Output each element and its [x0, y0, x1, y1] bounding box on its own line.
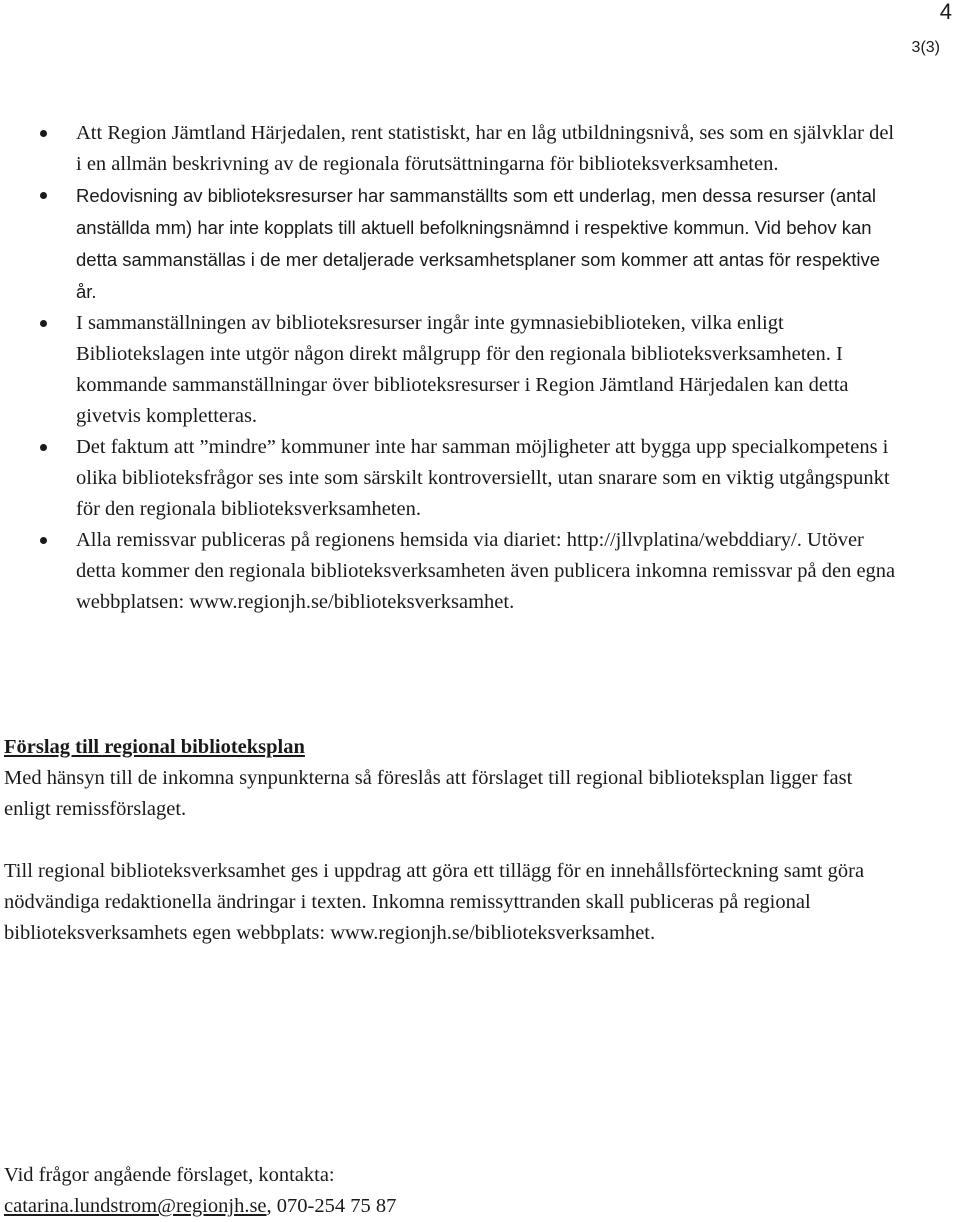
list-item-text: befolkningsnämnd i respektive kommun.: [419, 217, 750, 238]
list-item: [0, 180, 900, 308]
list-item-text: Alla remissvar publiceras på regionens hemsida via diariet: http://jllvplatina/webddiary/. Utöver detta kommer den regionala biblioteksverksamheten även publicera inkomna remissvar på den egna webbplatsen: www.regionjh.se/biblioteksverksamhet.: [76, 529, 896, 613]
list-item-text: Vid behov kan detta sammanställas i de mer detaljerade verksamhetsplaner som kommer att antas för respektive år.: [76, 217, 881, 302]
contact-block: [4, 1160, 904, 1222]
contact-phone: , 070-254 75 87: [266, 1195, 397, 1217]
bullet-icon: [40, 192, 47, 199]
bullet-icon: [40, 130, 47, 137]
list-item: [0, 118, 900, 180]
contact-line: [4, 1191, 904, 1222]
page-count: 3(3): [911, 39, 940, 56]
contact-email-link[interactable]: catarina.lundstrom@regionjh.se: [4, 1195, 267, 1217]
list-item: [0, 308, 900, 432]
list-item: [0, 432, 900, 525]
section-paragraph: Med hänsyn till de inkomna synpunkterna så föreslås att förslaget till regional biblioteksplan ligger fast enligt remissförslaget.: [4, 767, 853, 820]
bullet-icon: [40, 320, 47, 327]
list-item: [0, 525, 900, 618]
list-item-text: Det faktum att ”mindre” kommuner inte har samman möjligheter att bygga upp specialkompetens i olika biblioteksfrågor ses inte som särskilt kontroversiellt, utan snarare som en viktig utgångspunkt för den regionala biblioteksverksamheten.: [76, 436, 890, 520]
contact-intro: Vid frågor angående förslaget, kontakta:: [4, 1164, 335, 1186]
list-item-text: Redovisning av biblioteksresurser har sammanställts som ett underlag, men dessa resurser (antal anställda mm) har inte kopplats till aktuell: [76, 185, 876, 238]
list-item-text: I sammanställningen av biblioteksresurser ingår inte gymnasiebiblioteken, vilka enligt Bibliotekslagen inte utgör någon direkt målgrupp för den regionala biblioteksverksamheten. I kommande sammanställningar över biblioteksresurser i Region Jämtland Härjedalen kan detta givetvis kompletteras.: [76, 312, 849, 427]
proposal-section: [4, 732, 904, 825]
assignment-section: [4, 856, 904, 949]
page-number: 4: [939, 0, 952, 24]
section-heading: Förslag till regional biblioteksplan: [4, 736, 305, 758]
section-paragraph: Till regional biblioteksverksamhet ges i uppdrag att göra ett tillägg för en innehållsförteckning samt göra nödvändiga redaktionella ändringar i texten. Inkomna remissyttranden skall publiceras på regional biblioteksverksamhets egen webbplats: www.regionjh.se/biblioteksverksamhet.: [4, 860, 865, 944]
bullet-icon: [40, 444, 47, 451]
bullet-list: [0, 118, 900, 618]
bullet-icon: [40, 537, 47, 544]
list-item-text: Att Region Jämtland Härjedalen, rent statistiskt, har en låg utbildningsnivå, ses som en självklar del i en allmän beskrivning av de regionala förutsättningarna för biblioteksverksamheten.: [76, 122, 895, 175]
